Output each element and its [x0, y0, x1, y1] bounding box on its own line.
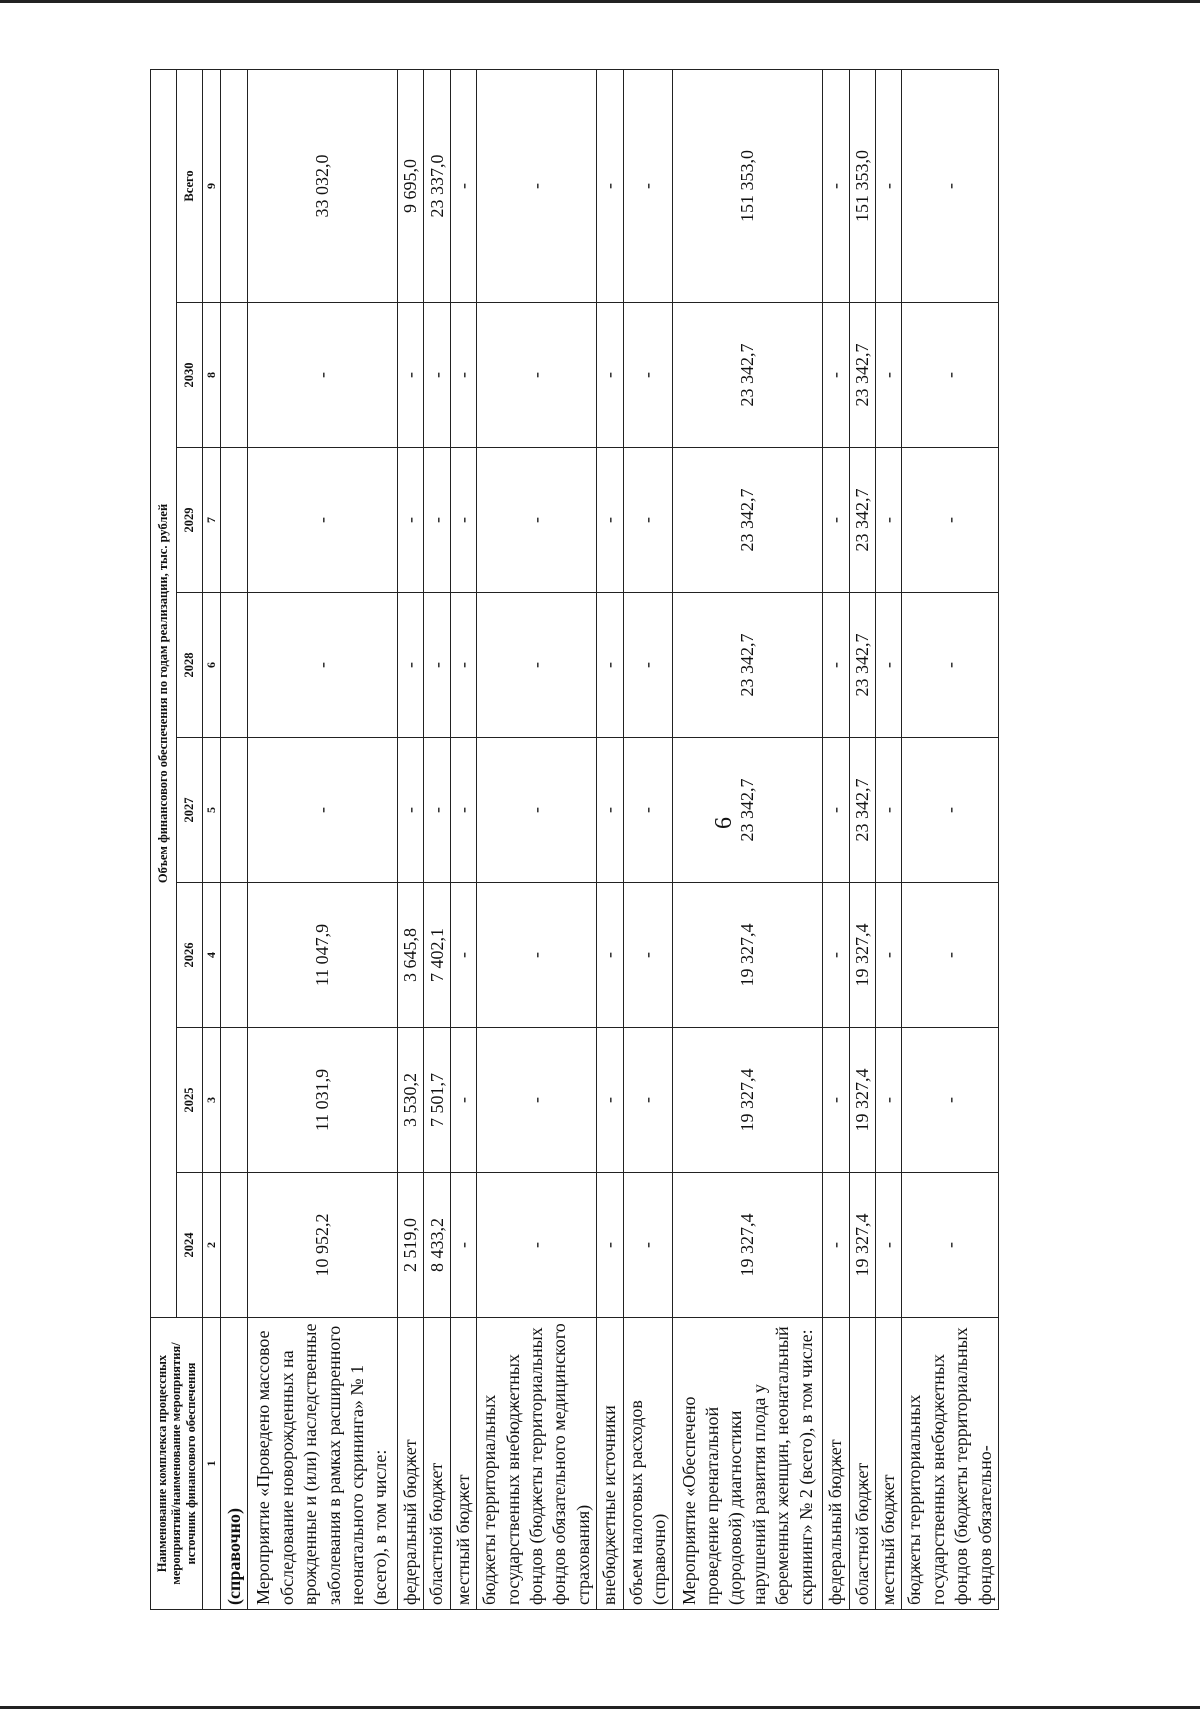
total-cell: 151 353,0 — [673, 69, 823, 302]
value-cell: - — [623, 1173, 673, 1318]
value-cell: - — [902, 1028, 999, 1173]
value-cell: 23 342,7 — [673, 738, 823, 883]
value-cell: - — [823, 1173, 849, 1318]
total-cell: - — [477, 69, 597, 302]
value-cell: 23 342,7 — [673, 448, 823, 593]
value-cell — [221, 303, 248, 448]
column-number: 5 — [203, 738, 221, 883]
year-header: 2030 — [177, 303, 203, 448]
column-number: 9 — [203, 69, 221, 302]
financing-table — [150, 69, 999, 1610]
value-cell: - — [876, 593, 902, 738]
value-cell: 19 327,4 — [673, 883, 823, 1028]
value-cell: - — [876, 303, 902, 448]
value-cell: - — [450, 883, 476, 1028]
value-cell: 23 342,7 — [673, 303, 823, 448]
year-header: 2025 — [177, 1028, 203, 1173]
value-cell: 7 501,7 — [424, 1028, 450, 1173]
value-cell: - — [597, 448, 623, 593]
value-cell: - — [477, 303, 597, 448]
value-cell: 19 327,4 — [849, 1028, 875, 1173]
value-cell: 19 327,4 — [673, 1028, 823, 1173]
column-number: 1 — [203, 1318, 221, 1610]
value-cell: - — [477, 448, 597, 593]
value-cell: - — [902, 448, 999, 593]
total-cell: - — [450, 69, 476, 302]
total-cell: - — [902, 69, 999, 302]
row-name: федеральный бюджет — [823, 1318, 849, 1610]
column-number: 6 — [203, 593, 221, 738]
value-cell: - — [902, 303, 999, 448]
value-cell: - — [597, 1028, 623, 1173]
row-name: местный бюджет — [450, 1318, 476, 1610]
year-header: 2027 — [177, 738, 203, 883]
value-cell: - — [450, 738, 476, 883]
value-cell: - — [450, 1173, 476, 1318]
value-cell: 3 530,2 — [398, 1028, 424, 1173]
value-cell: - — [248, 738, 398, 883]
total-cell: 23 337,0 — [424, 69, 450, 302]
total-cell: - — [823, 69, 849, 302]
value-cell: - — [902, 738, 999, 883]
column-number: 2 — [203, 1173, 221, 1318]
value-cell: - — [248, 593, 398, 738]
value-cell: - — [477, 1173, 597, 1318]
row-name: объем налоговых расходов (справочно) — [623, 1318, 673, 1610]
value-cell: 23 342,7 — [849, 448, 875, 593]
value-cell: - — [248, 303, 398, 448]
total-cell: 151 353,0 — [849, 69, 875, 302]
value-cell: - — [424, 448, 450, 593]
value-cell: 23 342,7 — [849, 738, 875, 883]
value-cell — [221, 883, 248, 1028]
value-cell: 23 342,7 — [849, 303, 875, 448]
value-cell — [221, 738, 248, 883]
value-cell: - — [823, 303, 849, 448]
total-cell: 9 695,0 — [398, 69, 424, 302]
row-name: Мероприятие «Обеспечено проведение пренатальной (дородовой) диагностики нарушений развития плода у беременных женщин, неонатальный скрининг» № 2 (всего), в том числе: — [673, 1318, 823, 1610]
value-cell: - — [477, 593, 597, 738]
value-cell: - — [424, 593, 450, 738]
row-name: бюджеты территориальных государственных внебюджетных фондов (бюджеты территориальных фондов обязательно- — [902, 1318, 999, 1610]
value-cell: - — [597, 593, 623, 738]
total-header: Всего — [177, 69, 203, 302]
table-row — [450, 69, 476, 1609]
value-cell: 8 433,2 — [424, 1173, 450, 1318]
page-number: 6 — [711, 817, 737, 829]
total-cell: 33 032,0 — [248, 69, 398, 302]
value-cell: 19 327,4 — [849, 1173, 875, 1318]
value-cell: - — [823, 1028, 849, 1173]
value-cell: - — [398, 593, 424, 738]
value-cell: - — [623, 593, 673, 738]
row-name: местный бюджет — [876, 1318, 902, 1610]
row-name: внебюджетные источники — [597, 1318, 623, 1610]
value-cell: - — [398, 448, 424, 593]
table-row — [597, 69, 623, 1609]
value-cell — [221, 1173, 248, 1318]
rotated-sheet — [150, 70, 995, 1610]
total-cell — [221, 69, 248, 302]
total-cell: - — [623, 69, 673, 302]
value-cell: - — [876, 1028, 902, 1173]
value-cell: - — [477, 883, 597, 1028]
value-cell: - — [823, 738, 849, 883]
table-row — [398, 69, 424, 1609]
row-name: (справочно) — [221, 1318, 248, 1610]
value-cell: 11 047,9 — [248, 883, 398, 1028]
table-row — [902, 69, 999, 1609]
value-cell: - — [623, 738, 673, 883]
value-cell: 2 519,0 — [398, 1173, 424, 1318]
value-cell: - — [823, 883, 849, 1028]
value-cell: - — [623, 448, 673, 593]
value-cell: - — [597, 1173, 623, 1318]
table-row — [673, 69, 823, 1609]
table-row — [248, 69, 398, 1609]
value-cell: - — [823, 448, 849, 593]
row-name: бюджеты территориальных государственных внебюджетных фондов (бюджеты территориальных фондов обязательного медицинского страхования) — [477, 1318, 597, 1610]
value-cell — [221, 593, 248, 738]
value-cell: 23 342,7 — [673, 593, 823, 738]
column-number: 3 — [203, 1028, 221, 1173]
value-cell: - — [597, 883, 623, 1028]
value-cell — [221, 1028, 248, 1173]
table-row — [477, 69, 597, 1609]
name-column-header: Наименование комплекса процессных мероприятий/наименование мероприятия/источник финансового обеспечения — [151, 1318, 203, 1610]
table-row — [876, 69, 902, 1609]
value-cell: - — [450, 593, 476, 738]
column-number: 8 — [203, 303, 221, 448]
year-header: 2024 — [177, 1173, 203, 1318]
year-header: 2028 — [177, 593, 203, 738]
value-cell: 19 327,4 — [673, 1173, 823, 1318]
value-cell — [221, 448, 248, 593]
value-cell: - — [597, 303, 623, 448]
row-name: областной бюджет — [849, 1318, 875, 1610]
value-cell: - — [450, 448, 476, 593]
value-cell: 10 952,2 — [248, 1173, 398, 1318]
value-cell: - — [623, 303, 673, 448]
value-cell: - — [248, 448, 398, 593]
top-border — [0, 0, 1200, 3]
table-row — [823, 69, 849, 1609]
value-cell: - — [450, 1028, 476, 1173]
row-name: Мероприятие «Проведено массовое обследование новорожденных на врожденные и (или) наследственные заболевания в рамках расширенного неонатального скрининга» № 1 (всего), в том числе: — [248, 1318, 398, 1610]
value-cell: - — [398, 738, 424, 883]
value-cell: - — [424, 303, 450, 448]
total-cell: - — [597, 69, 623, 302]
value-cell: - — [823, 593, 849, 738]
value-cell: 23 342,7 — [849, 593, 875, 738]
table-body — [221, 69, 999, 1609]
value-cell: - — [450, 303, 476, 448]
value-cell: - — [876, 1173, 902, 1318]
value-cell: 11 031,9 — [248, 1028, 398, 1173]
value-cell: - — [876, 883, 902, 1028]
value-cell: - — [477, 1028, 597, 1173]
value-cell: - — [623, 883, 673, 1028]
table-row — [424, 69, 450, 1609]
bottom-border — [0, 1706, 1200, 1709]
row-name: областной бюджет — [424, 1318, 450, 1610]
value-cell: - — [902, 883, 999, 1028]
value-cell: 3 645,8 — [398, 883, 424, 1028]
value-cell: - — [477, 738, 597, 883]
value-cell: - — [623, 1028, 673, 1173]
total-cell: - — [876, 69, 902, 302]
table-row — [849, 69, 875, 1609]
value-cell: 7 402,1 — [424, 883, 450, 1028]
financing-group-header: Объем финансового обеспечения по годам реализации, тыс. рублей — [151, 69, 177, 1317]
value-cell: - — [398, 303, 424, 448]
table-row — [623, 69, 673, 1609]
value-cell: - — [902, 593, 999, 738]
column-number: 4 — [203, 883, 221, 1028]
value-cell: 19 327,4 — [849, 883, 875, 1028]
row-name: федеральный бюджет — [398, 1318, 424, 1610]
value-cell: - — [424, 738, 450, 883]
column-number: 7 — [203, 448, 221, 593]
value-cell: - — [597, 738, 623, 883]
year-header: 2026 — [177, 883, 203, 1028]
table-row — [221, 69, 248, 1609]
year-header: 2029 — [177, 448, 203, 593]
value-cell: - — [902, 1173, 999, 1318]
value-cell: - — [876, 448, 902, 593]
value-cell: - — [876, 738, 902, 883]
